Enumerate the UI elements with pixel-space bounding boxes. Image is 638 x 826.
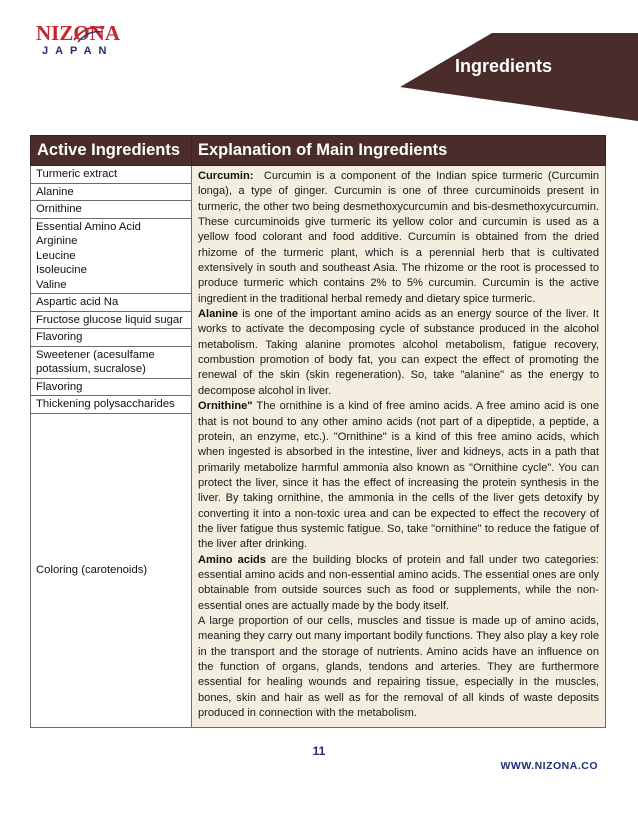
ingredient-list-cell [31,166,192,728]
ingredient-list [31,166,191,727]
logo-swoosh-icon [72,22,106,44]
ingredient-name: Flavoring [36,380,83,393]
ingredients-table [30,135,606,728]
ingredient-item [31,396,191,414]
column-header-active-ingredients: Active Ingredients [31,136,192,166]
term-label: Curcumin: [198,170,254,182]
paragraph-curcumin [198,169,599,307]
ingredient-name: Fructose glucose liquid sugar [36,313,183,326]
ingredient-name: Flavoring [36,331,83,343]
ingredient-name: Valine [36,278,67,291]
ingredient-item [31,201,191,219]
website-url: WWW.NIZONA.CO [500,760,598,772]
term-label: Amino acids [198,553,266,566]
page-number: 11 [312,744,326,758]
term-label: Alanine [198,308,239,321]
logo-wordmark: NIZONA [36,21,121,45]
paragraph-text: is one of the important amino acids as an energy source of the liver. It works to activate the decomposing cycle of substance produced in the alcohol metabolism. Taking alanine promotes alcohol metabolism, fatigue recovery, combustion promotion of body fat, you can expect the effect of promoting the renewal of the skin (skin regeneration). So, take "alanine" as the energy to decompose alcohol in liver. [198,308,599,397]
ingredient-name: Arginine [36,235,78,247]
ingredient-item [31,379,191,397]
ingredient-name: Thickening polysaccharides [36,398,175,410]
paragraph-text: Curcumin is a component of the Indian spice turmeric (Curcumin longa), a type of ginger. Curcumin is one of three curcuminoids present in turmeric, the other two being desmethoxycurcumin and bis-desmethoxycurcumin. These curcuminoids give turmeric its yellow color and curcumin is used as a yellow food colorant and food additive. Curcumin is obtained from the dried rhizome of the turmeric plant, which is a perennial herb that is cultivated extensively in south and southeast Asia. The rhizome or the root is processed to produce turmeric which contains 2% to 5% curcumin. Curcumin is the active ingredient in the traditional herbal remedy and dietary spice turmeric. [198,170,599,305]
column-header-explanation: Explanation of Main Ingredients [192,136,606,166]
page-title: Ingredients [455,56,553,76]
ingredient-name: Essential Amino Acid [36,220,141,233]
ingredient-name: Aspartic acid Na [36,296,119,308]
paragraph-text: A large proportion of our cells, muscles and tissue is made up of amino acids, meaning they carry out many important bodily functions. They also play a key role in the transport and the storage of nutrients. Amino acids have an influence on the function of organs, glands, tendons and arteries. They are furthermore essential for healing wounds and repairing tissue, especially in the muscles, bones, skin and hair as well as for the removal of all kinds of waste deposits produced in connection with the metabolism. [198,614,599,720]
logo-subtitle: JAPAN [42,45,114,57]
paragraph-amino-functions [198,614,599,721]
company-logo [36,22,126,56]
ingredient-name: potassium, sucralose) [36,363,146,375]
paragraph-ornithine [198,399,599,552]
title-banner-shape [400,33,638,121]
ingredient-name: Isoleucine [36,264,87,276]
ingredient-name: Sweetener (acesulfame [36,348,155,361]
paragraph-text: are the building blocks of protein and fall under two categories: essential amino acids and non-essential amino acids. The essential ones are only obtainable from outside sources such as food or supplements, while the non-essential ones are actually made by the body itself. [198,553,599,612]
ingredient-item [31,414,191,728]
ingredient-item [31,219,191,295]
ingredient-name: Leucine [36,249,76,262]
ingredient-item [31,329,191,347]
ingredient-name: Coloring (carotenoids) [36,564,148,576]
ingredient-name: Ornithine [36,203,82,215]
ingredient-item [31,184,191,202]
ingredient-item [31,294,191,312]
paragraph-alanine [198,307,599,399]
paragraph-amino-acids [198,553,599,614]
explanation-cell [192,166,606,728]
term-label: Ornithine" [198,400,253,413]
paragraph-text: The ornithine is a kind of free amino acids. A free amino acid is one that is not bound to any other amino acids (not part of a dipeptide, a peptide, a protein, an enzyme, etc.). "Ornithine" is a kind of this free amino acids, which when ingested is absorbed in the intestine, liver and kidneys, acts in a path that primarily metabolize harmful ammonia also known as "Ornithine cycle". You can protect the liver, since it has the effect of increasing the protein synthesis in the liver. By taking ornithine, the ammonia in the cells of the liver gets detoxify by converting it into a non-toxic urea and can be expected to effect the recovery of the liver fatigue thus systemic fatigue. So, take "ornithine" to reduce the fatigue of the liver after drinking. [198,400,600,551]
ingredient-item [31,166,191,184]
ingredient-name: Turmeric extract [36,168,118,180]
ingredient-item [31,347,191,379]
ingredient-name: Alanine [36,185,74,198]
ingredient-item [31,312,191,330]
